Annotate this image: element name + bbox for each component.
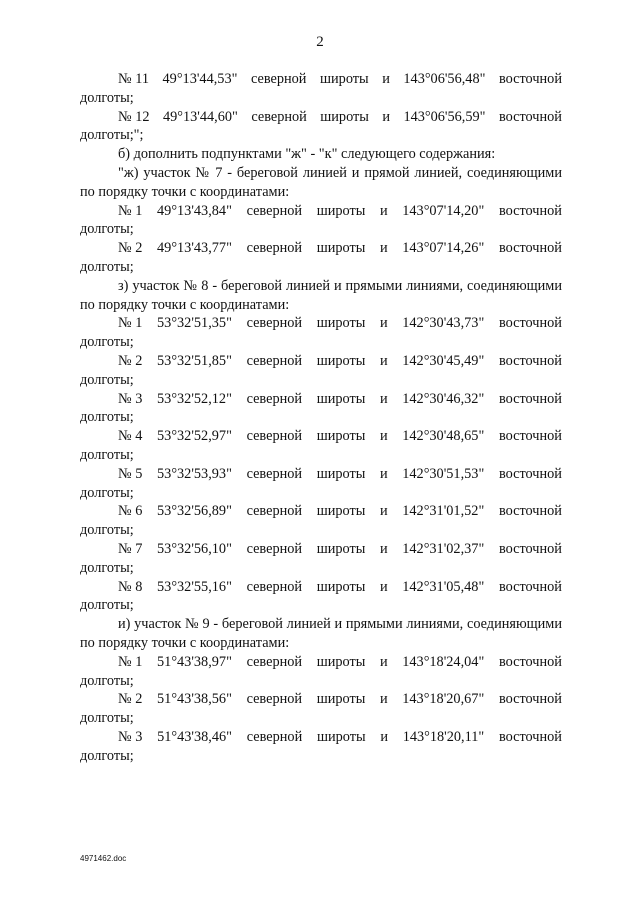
- coordinate-part: и: [379, 578, 388, 595]
- coordinate-part: 143°18'20,67": [402, 691, 485, 708]
- coordinate-part: широты: [320, 108, 369, 125]
- text-paragraph: б) дополнить подпунктами "ж" - "к" следующего содержания:: [118, 146, 496, 163]
- coordinate-line: [80, 728, 562, 747]
- coordinate-part: широты: [316, 578, 366, 595]
- coordinate-continuation: долготы;: [80, 559, 134, 576]
- coordinate-part: широты: [320, 71, 369, 87]
- coordinate-part: северной: [246, 540, 303, 557]
- text-paragraph: и) участок № 9 - береговой линией и прямыми линиями, соединяющими по порядку точки с координатами:: [80, 616, 562, 651]
- coordinate-part: 143°06'56,59": [403, 108, 486, 125]
- coordinate-part: широты: [316, 352, 366, 369]
- coordinate-line: [80, 390, 562, 409]
- coordinate-part: северной: [246, 202, 303, 219]
- coordinate-part: восточной: [498, 352, 562, 369]
- coordinate-part: 143°07'14,26": [402, 240, 485, 257]
- coordinate-part: широты: [316, 465, 366, 482]
- coordinate-continuation: долготы;: [80, 484, 134, 501]
- coordinate-part: 53°32'52,12": [157, 390, 232, 407]
- coordinate-continuation: долготы;: [80, 221, 134, 238]
- coordinate-line: [80, 427, 562, 446]
- coordinate-part: 53°32'53,93": [157, 465, 232, 482]
- coordinate-continuation: долготы;: [80, 89, 134, 106]
- coordinate-part: 142°30'51,53": [402, 465, 485, 482]
- coordinate-part: северной: [246, 465, 303, 482]
- coordinate-part: и: [379, 202, 388, 219]
- coordinate-part: 53°32'56,89": [157, 503, 232, 520]
- coordinate-line: [80, 239, 562, 258]
- coordinate-continuation: долготы;: [80, 710, 134, 727]
- coordinate-part: 142°31'01,52": [402, 503, 485, 520]
- coordinate-part: № 11: [118, 71, 149, 87]
- coordinate-part: восточной: [498, 71, 562, 87]
- coordinate-part: 142°31'02,37": [402, 540, 485, 557]
- coordinate-part: 49°13'44,53": [162, 71, 238, 87]
- coordinate-part: и: [382, 108, 390, 125]
- coordinate-part: и: [379, 428, 388, 445]
- coordinate-part: и: [379, 465, 388, 482]
- coordinate-part: восточной: [498, 578, 562, 595]
- coordinate-part: восточной: [498, 315, 562, 332]
- coordinate-part: № 1: [118, 202, 143, 219]
- coordinate-part: № 3: [118, 390, 143, 407]
- coordinate-part: северной: [250, 71, 307, 87]
- document-footer: 4971462.doc: [80, 854, 127, 863]
- coordinate-part: северной: [246, 503, 303, 520]
- coordinate-part: и: [379, 653, 388, 670]
- coordinate-part: № 2: [118, 240, 143, 257]
- coordinate-part: № 5: [118, 465, 143, 482]
- coordinate-part: 142°30'46,32": [402, 390, 485, 407]
- coordinate-part: северной: [246, 428, 303, 445]
- coordinate-part: и: [379, 352, 388, 369]
- coordinate-part: северной: [246, 578, 303, 595]
- coordinate-continuation: долготы;: [80, 371, 134, 388]
- coordinate-part: и: [379, 315, 388, 332]
- coordinate-part: восточной: [498, 108, 562, 125]
- coordinate-part: 51°43'38,46": [157, 728, 233, 745]
- coordinate-part: № 7: [118, 540, 143, 557]
- coordinate-part: и: [379, 503, 388, 520]
- coordinate-part: 143°07'14,20": [402, 202, 485, 219]
- coordinate-part: восточной: [498, 240, 562, 257]
- coordinate-part: широты: [316, 503, 366, 520]
- coordinate-continuation: долготы;: [80, 334, 134, 351]
- coordinate-part: широты: [316, 728, 366, 745]
- coordinate-part: и: [379, 240, 388, 257]
- coordinate-part: северной: [246, 240, 303, 257]
- coordinate-part: 49°13'44,60": [162, 108, 238, 125]
- coordinate-part: 49°13'43,84": [157, 202, 232, 219]
- coordinate-part: 51°43'38,56": [157, 691, 232, 708]
- coordinate-part: и: [379, 390, 388, 407]
- coordinate-line: [80, 578, 562, 597]
- coordinate-part: 143°18'24,04": [402, 653, 485, 670]
- coordinate-part: восточной: [498, 728, 562, 745]
- coordinate-part: северной: [246, 691, 303, 708]
- coordinate-continuation: долготы;: [80, 446, 134, 463]
- coordinate-line: [80, 653, 562, 672]
- coordinate-part: и: [382, 71, 390, 87]
- coordinate-continuation: долготы;: [80, 747, 134, 764]
- coordinate-part: и: [380, 728, 388, 745]
- coordinate-line: [80, 690, 562, 709]
- coordinate-continuation: долготы;: [80, 522, 134, 539]
- coordinate-part: восточной: [498, 653, 562, 670]
- coordinate-part: широты: [316, 315, 366, 332]
- coordinate-part: № 2: [118, 352, 143, 369]
- coordinate-continuation: долготы;: [80, 409, 134, 426]
- coordinate-part: восточной: [498, 540, 562, 557]
- coordinate-part: № 8: [118, 578, 143, 595]
- coordinate-part: широты: [316, 540, 366, 557]
- coordinate-part: и: [379, 540, 388, 557]
- coordinate-line: [80, 502, 562, 521]
- coordinate-part: восточной: [498, 202, 562, 219]
- coordinate-line: [80, 314, 562, 333]
- coordinate-part: № 6: [118, 503, 143, 520]
- coordinate-part: широты: [316, 653, 366, 670]
- coordinate-part: № 12: [118, 108, 150, 125]
- coordinate-part: 142°30'48,65": [402, 428, 485, 445]
- coordinate-part: № 3: [118, 728, 143, 745]
- coordinate-line: [80, 352, 562, 371]
- coordinate-part: восточной: [498, 691, 562, 708]
- coordinate-part: № 2: [118, 691, 143, 708]
- coordinate-part: широты: [316, 390, 366, 407]
- coordinate-part: северной: [246, 390, 303, 407]
- coordinate-continuation: долготы;: [80, 258, 134, 275]
- coordinate-continuation: долготы;";: [80, 127, 144, 144]
- text-paragraph: з) участок № 8 - береговой линией и прямыми линиями, соединяющими по порядку точки с координатами:: [80, 277, 562, 313]
- coordinate-part: широты: [316, 691, 366, 708]
- coordinate-part: 142°30'45,49": [402, 352, 485, 369]
- coordinate-part: северной: [246, 728, 303, 745]
- coordinate-part: 53°32'52,97": [157, 428, 232, 445]
- coordinate-part: № 4: [118, 428, 143, 445]
- coordinate-part: восточной: [498, 390, 562, 407]
- coordinate-line: [80, 465, 562, 484]
- coordinate-part: северной: [246, 653, 303, 670]
- coordinate-part: широты: [316, 202, 366, 219]
- coordinate-part: и: [379, 691, 388, 708]
- coordinate-part: 53°32'51,35": [157, 315, 232, 332]
- text-paragraph: "ж) участок № 7 - береговой линией и прямой линией, соединяющими по порядку точки с координатами:: [80, 164, 562, 200]
- coordinate-part: 143°18'20,11": [402, 728, 485, 745]
- coordinate-continuation: долготы;: [80, 597, 134, 614]
- document-body: [80, 70, 562, 765]
- coordinate-line: [80, 70, 562, 89]
- coordinate-part: 142°30'43,73": [402, 315, 485, 332]
- coordinate-part: 142°31'05,48": [402, 578, 485, 595]
- coordinate-part: № 1: [118, 315, 143, 332]
- coordinate-line: [80, 202, 562, 221]
- coordinate-part: восточной: [498, 428, 562, 445]
- coordinate-part: 53°32'51,85": [157, 352, 232, 369]
- coordinate-part: северной: [246, 315, 303, 332]
- coordinate-part: 51°43'38,97": [157, 653, 232, 670]
- coordinate-part: северной: [251, 108, 307, 125]
- coordinate-part: широты: [316, 240, 366, 257]
- coordinate-part: восточной: [498, 465, 562, 482]
- coordinate-part: восточной: [498, 503, 562, 520]
- coordinate-part: 49°13'43,77": [157, 240, 232, 257]
- coordinate-part: широты: [316, 428, 366, 445]
- page-number: 2: [316, 34, 324, 50]
- coordinate-part: 53°32'56,10": [157, 540, 232, 557]
- coordinate-part: 143°06'56,48": [403, 71, 486, 87]
- coordinate-part: № 1: [118, 653, 143, 670]
- coordinate-line: [80, 108, 562, 127]
- coordinate-part: северной: [246, 352, 303, 369]
- coordinate-part: 53°32'55,16": [157, 578, 232, 595]
- coordinate-continuation: долготы;: [80, 672, 134, 689]
- coordinate-line: [80, 540, 562, 559]
